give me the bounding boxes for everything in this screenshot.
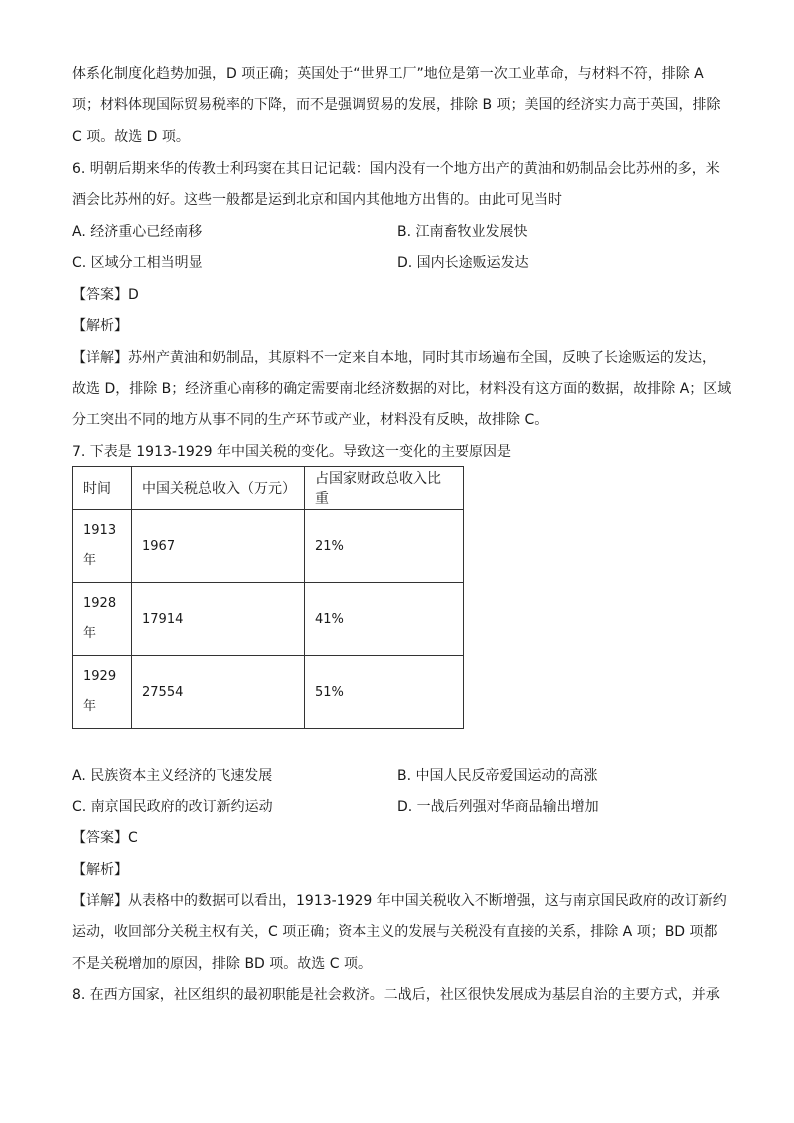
table-cell-income: 17914: [132, 583, 305, 656]
table-row: [73, 656, 464, 729]
q7-detail: 运动，收回部分关税主权有关，C 项正确；资本主义的发展与关税没有直接的关系，排除 A 项；BD 项都: [72, 924, 718, 940]
text-line: 体系化制度化趋势加强，D 项正确；英国处于“世界工厂”地位是第一次工业革命，与材料不符，排除 A: [72, 66, 704, 82]
q6-option-c: C. 区域分工相当明显: [72, 255, 203, 271]
table-cell-income: 27554: [132, 656, 305, 729]
q7-option-c: C. 南京国民政府的改订新约运动: [72, 799, 273, 815]
text-line: C 项。故选 D 项。: [72, 129, 190, 145]
q7-answer: 【答案】C: [72, 830, 138, 846]
table-cell-share: 51%: [305, 656, 464, 729]
q7-option-d: D. 一战后列强对华商品输出增加: [397, 799, 599, 815]
table-row: [73, 510, 464, 583]
question-7-stem: 7. 下表是 1913-1929 年中国关税的变化。导致这一变化的主要原因是: [72, 444, 512, 460]
q6-option-d: D. 国内长途贩运发达: [397, 255, 529, 271]
question-8-stem: 8. 在西方国家，社区组织的最初职能是社会救济。二战后，社区很快发展成为基层自治的主要方式，并承: [72, 987, 720, 1003]
table-cell-share: 41%: [305, 583, 464, 656]
year-value: 1929: [83, 669, 117, 684]
table-header-row: [73, 467, 464, 510]
q6-detail: 分工突出不同的地方从事不同的生产环节或产业，材料没有反映，故排除 C。: [72, 412, 549, 428]
q7-detail: 不是关税增加的原因，排除 BD 项。故选 C 项。: [72, 956, 372, 972]
q6-detail: 【详解】苏州产黄油和奶制品，其原料不一定来自本地，同时其市场遍布全国，反映了长途贩运的发达，: [72, 350, 716, 366]
table-cell-year: [73, 583, 132, 656]
table-cell-year: [73, 656, 132, 729]
q6-option-a: A. 经济重心已经南移: [72, 224, 203, 240]
year-value: 1928: [83, 596, 117, 611]
table-cell-share: 21%: [305, 510, 464, 583]
question-6-stem: 酒会比苏州的好。这些一般都是运到北京和国内其他地方出售的。由此可见当时: [72, 192, 562, 208]
table-header-cell: 占国家财政总收入比重: [305, 467, 464, 510]
table-row: [73, 583, 464, 656]
q7-analysis-label: 【解析】: [72, 862, 128, 878]
year-unit: 年: [83, 553, 97, 568]
year-unit: 年: [83, 699, 97, 714]
table-header-cell: 时间: [73, 467, 132, 510]
text-line: 项；材料体现国际贸易税率的下降，而不是强调贸易的发展，排除 B 项；美国的经济实力高于英国，排除: [72, 97, 721, 113]
q6-answer: 【答案】D: [72, 287, 139, 303]
tariff-table: [72, 466, 464, 729]
table-cell-income: 1967: [132, 510, 305, 583]
year-value: 1913: [83, 523, 117, 538]
q6-detail: 故选 D，排除 B；经济重心南移的确定需要南北经济数据的对比，材料没有这方面的数据，故排除 A；区域: [72, 381, 732, 397]
table-cell-year: [73, 510, 132, 583]
year-unit: 年: [83, 626, 97, 641]
q7-detail: 【详解】从表格中的数据可以看出，1913-1929 年中国关税收入不断增强，这与南京国民政府的改订新约: [72, 893, 727, 909]
question-6-stem: 6. 明朝后期来华的传教士利玛窦在其日记记载：国内没有一个地方出产的黄油和奶制品会比苏州的多，米: [72, 161, 720, 177]
table-header-cell: 中国关税总收入（万元）: [132, 467, 305, 510]
q6-analysis-label: 【解析】: [72, 318, 128, 334]
q7-option-b: B. 中国人民反帝爱国运动的高涨: [397, 768, 598, 784]
q7-option-a: A. 民族资本主义经济的飞速发展: [72, 768, 273, 784]
q6-option-b: B. 江南畜牧业发展快: [397, 224, 528, 240]
